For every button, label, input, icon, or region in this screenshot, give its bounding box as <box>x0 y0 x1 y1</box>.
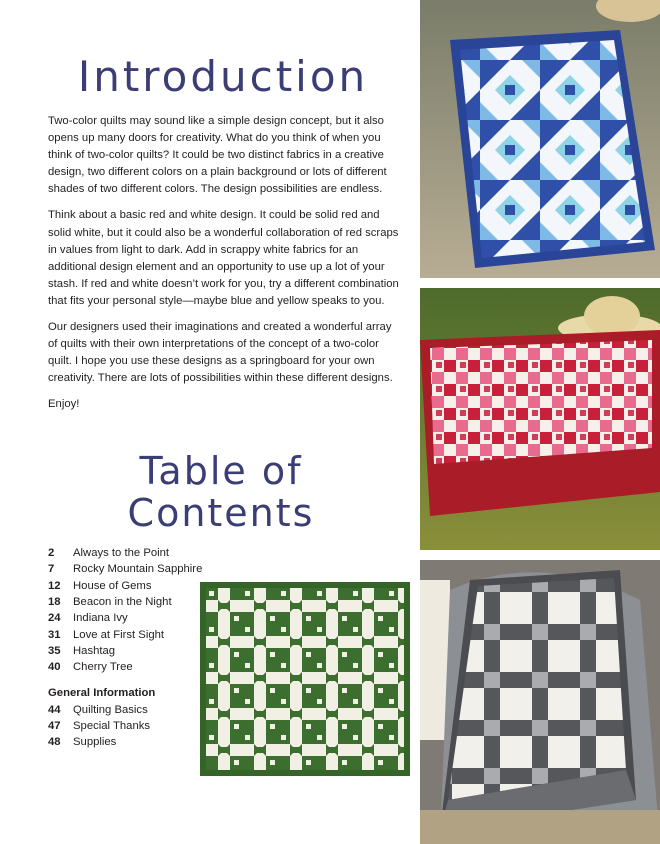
toc-entry-title: Special Thanks <box>73 719 151 732</box>
toc-entry[interactable] <box>48 626 208 642</box>
toc-entry[interactable] <box>48 561 208 577</box>
toc-entry[interactable] <box>48 643 208 659</box>
toc-entry-title: Love at First Sight <box>73 628 165 641</box>
toc-entry-title: Always to the Point <box>73 547 170 560</box>
toc-entry-title: Supplies <box>73 736 117 749</box>
toc-entry[interactable] <box>48 578 208 594</box>
intro-paragraph: Our designers used their imaginations and created a wonderful array of quilts with their own interpretations of the concept of a two-color quilt. I hope you use these designs as a springboard for your own creativity. There are lots of possibilities within these different designs. <box>48 321 393 385</box>
blue-quilt-photo <box>420 0 660 278</box>
toc-page-number: 35 <box>48 644 61 657</box>
toc-page-number: 40 <box>48 661 61 674</box>
toc-page-number: 12 <box>48 579 61 592</box>
toc-title-line1: Table of <box>139 449 303 493</box>
red-quilt-photo <box>420 288 660 550</box>
toc-entry[interactable] <box>48 659 208 675</box>
toc-entry-title: Quilting Basics <box>73 703 148 716</box>
toc-entry-title: Indiana Ivy <box>73 612 128 625</box>
introduction-title: Introduction <box>77 52 369 101</box>
toc-page-number: 48 <box>48 736 61 749</box>
introduction-body <box>48 113 400 423</box>
toc-page-number: 18 <box>48 596 61 609</box>
table-of-contents-title <box>96 450 346 534</box>
gray-quilt-photo <box>420 560 660 844</box>
toc-entry[interactable] <box>48 701 208 717</box>
general-information-heading: General Information <box>48 687 156 700</box>
toc-entry-title: House of Gems <box>73 579 152 592</box>
toc-entry-title: Rocky Mountain Sapphire <box>73 563 203 576</box>
toc-page-number: 2 <box>48 547 55 560</box>
toc-entry[interactable] <box>48 718 208 734</box>
toc-entry-title: Beacon in the Night <box>73 596 172 609</box>
toc-entry[interactable] <box>48 545 208 561</box>
intro-paragraph: Think about a basic red and white design. It could be solid red and solid white, but it could also be a wonderful collaboration of red scraps in values from light to dark. Add in scrappy white fabrics for an additional design element and an opportunity to use up a lot of your stash. If red and white doesn’t work for you, try a different combination that fits your personal style—maybe blue and yellow speaks to you. <box>48 209 399 307</box>
intro-paragraph: Two-color quilts may sound like a simple design concept, but it also opens up many doors for creativity. What do you think of when you think of two-color quilts? It could be two distinct fabrics in a creative design, two different colors on a plain background or lots of different shades of two different colors. The design possibilities are endless. <box>48 115 387 196</box>
toc-page-number: 44 <box>48 703 61 716</box>
toc-entry-title: Cherry Tree <box>73 661 133 674</box>
toc-title-line2: Contents <box>127 491 315 535</box>
toc-page-number: 24 <box>48 612 61 625</box>
toc-page-number: 31 <box>48 628 61 641</box>
green-quilt-photo <box>200 582 410 776</box>
intro-paragraph: Enjoy! <box>48 398 80 411</box>
toc-page-number: 47 <box>48 719 61 732</box>
toc-entry[interactable] <box>48 594 208 610</box>
toc-entry-title: Hashtag <box>73 644 116 657</box>
toc-entry[interactable] <box>48 734 208 750</box>
toc-list <box>48 545 208 750</box>
toc-page-number: 7 <box>48 563 55 576</box>
toc-entry[interactable] <box>48 610 208 626</box>
